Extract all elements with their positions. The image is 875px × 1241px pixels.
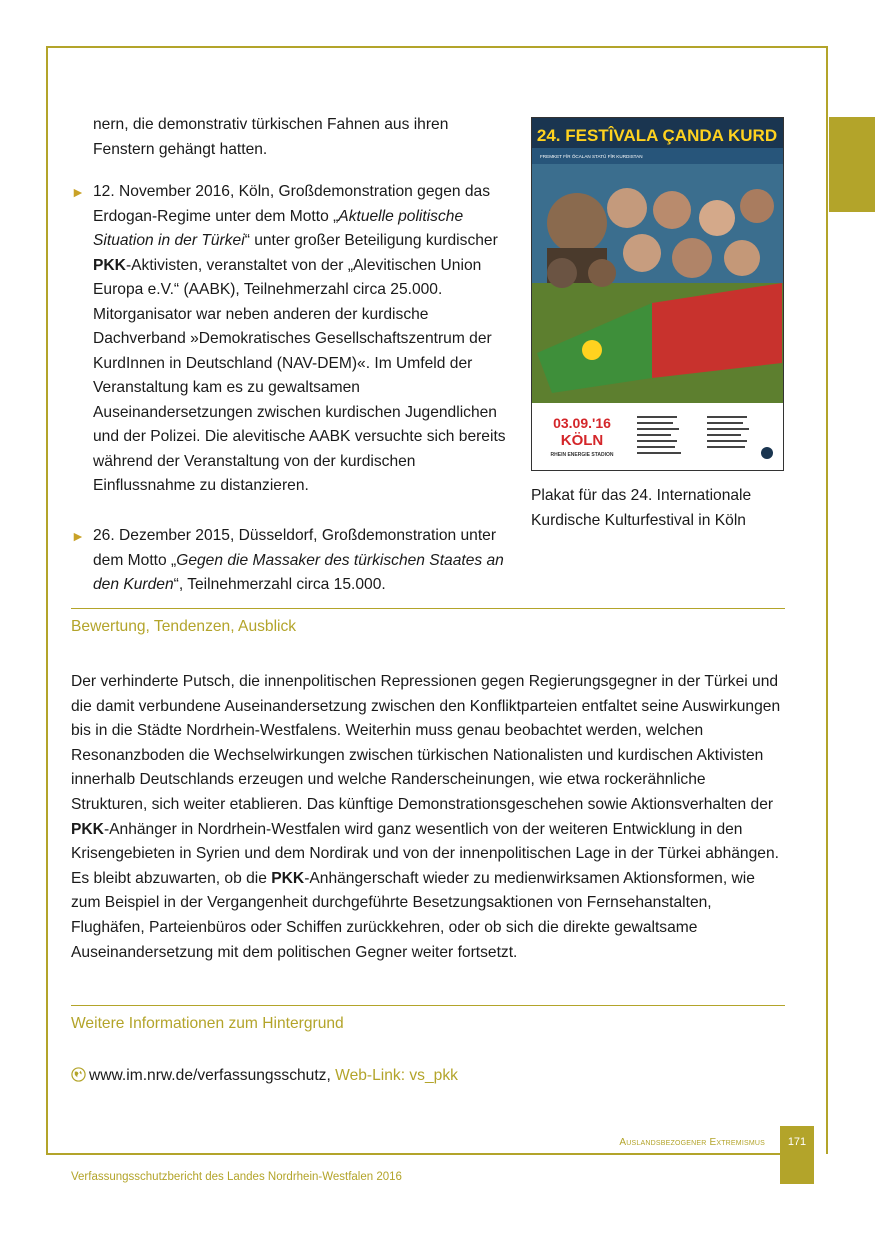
poster-caption: Plakat für das 24. Internationale Kurdische Kulturfestival in Köln [531, 487, 752, 529]
web-link[interactable]: Web-Link: vs_pkk [335, 1067, 458, 1084]
poster-artwork [532, 118, 783, 470]
section-divider [71, 1005, 785, 1006]
list-item: ► 12. November 2016, Köln, Großdemonstration gegen das Erdogan-Regime unter dem Motto „Aktuelle politische Situation in der Türkei“ unter großer Beteiligung kurdischer PKK-Aktivisten, veranstaltet von der „Alevitischen Union Europa e.V.“ (AABK), Teilnehmerzahl circa 25.000. Mitorganisator war neben anderen der kurdische Dachverband »Demokratisches Gesellschaftszentrum der KurdInnen in Deutschland (NAV-DEM)«. Im Umfeld der Veranstaltung kam es zu gewaltsamen Auseinandersetzungen zwischen kurdischen Jugendlichen und der Polizei. Die alevitische AABK versuchte sich bereits während der Veranstaltung von der kurdischen Einflussnahme zu distanzieren. [71, 180, 511, 499]
footer-category: Auslandsbezogener Extremismus [619, 1137, 765, 1148]
footer-publication: Verfassungsschutzbericht des Landes Nordrhein-Westfalen 2016 [71, 1171, 402, 1183]
poster-venue: RHEIN ENERGIE STADION [550, 452, 614, 458]
poster-subtitle: FREMKET FÎR ÖCALAN STATÜ FÎR KURDISTAN [540, 154, 643, 159]
url-text[interactable]: www.im.nrw.de/verfassungsschutz, [89, 1067, 331, 1084]
list-item: ► 26. Dezember 2015, Düsseldorf, Großdemonstration unter dem Motto „Gegen die Massaker des türkischen Staates an den Kurden“, Teilnehmerzahl circa 15.000. [71, 524, 511, 598]
festival-poster-image [531, 117, 784, 471]
continuation-text: nern, die demonstrativ türkischen Fahnen aus ihren Fenstern gehängt hatten. [93, 116, 449, 158]
frame-bottom-rule [46, 1153, 780, 1155]
section-divider [71, 608, 785, 609]
bullet-arrow-icon: ► [71, 528, 85, 544]
assessment-paragraph: Der verhinderte Putsch, die innenpolitischen Repressionen gegen Regierungsgegner in der Türkei und die damit verbundene Auseinandersetzung zwischen den Konfliktparteien entfaltet seine Auswirkungen bis in die Städte Nordrhein-Westfalens. Weiterhin muss genau beobachtet werden, welchen Resonanzboden die Wechselwirkungen zwischen türkischen Nationalisten und kurdischen Aktivisten innerhalb Deutschlands erzeugen und welche Randerscheinungen, wie etwa rockerähnliche Strukturen, sich weiter etablieren. Das künftige Demonstrationsgeschehen sowie Aktionsverhalten der PKK-Anhänger in Nordrhein-Westfalen wird ganz wesentlich von der weiteren Entwicklung in den Krisengebieten in Syrien und dem Nordirak und von der innenpolitischen Lage in der Türkei abhängen. Es bleibt abzuwarten, ob die PKK-Anhängerschaft wieder zu medienwirksamen Aktionsformen, wie zum Beispiel in der Vergangenheit durchgeführte Besetzungsaktionen von Fernsehanstalten, Flughäfen, Parteienbüros oder Schiffen zurückkehren, oder ob sich die direkte gewaltsame Auseinandersetzung mit dem politischen Gegner weiter fortsetzt. [71, 673, 781, 961]
chapter-side-tab [829, 117, 875, 212]
poster-date: 03.09.'16 [553, 415, 611, 431]
bullet-arrow-icon: ► [71, 184, 85, 200]
info-links [71, 1067, 458, 1085]
page-number: 171 [780, 1126, 814, 1184]
section-heading: Weitere Informationen zum Hintergrund [71, 1015, 344, 1032]
poster-title: 24. FESTÎVALA ÇANDA KURD [536, 126, 778, 145]
section-heading: Bewertung, Tendenzen, Ausblick [71, 618, 297, 635]
globe-icon [71, 1067, 86, 1082]
poster-city: KÖLN [560, 432, 604, 449]
